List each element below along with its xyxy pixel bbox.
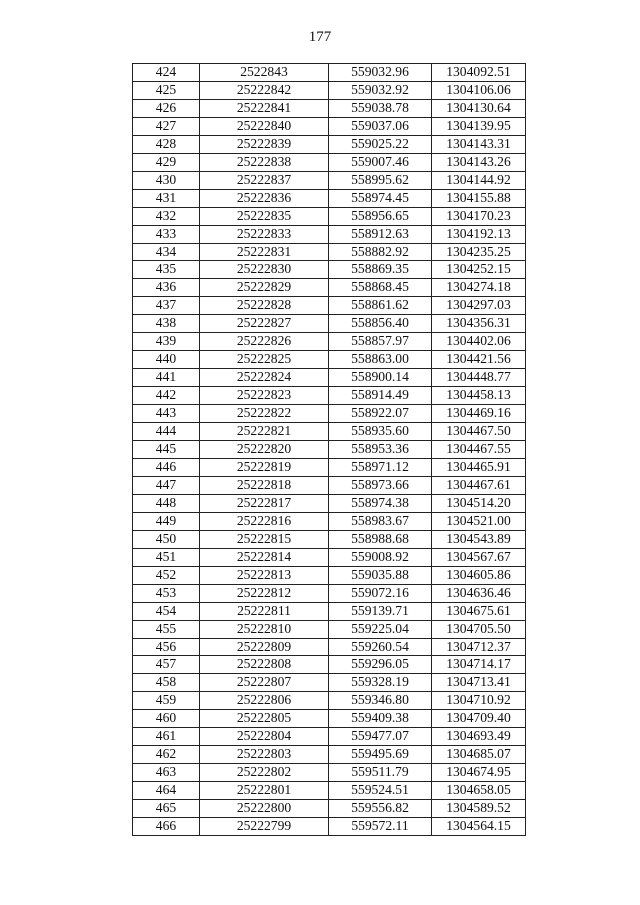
row-number-cell: 425 (133, 81, 200, 99)
x-coordinate-cell: 559511.79 (329, 764, 432, 782)
table-row (133, 261, 526, 279)
point-id-cell: 25222840 (200, 117, 329, 135)
x-coordinate-cell: 559038.78 (329, 99, 432, 117)
point-id-cell: 25222807 (200, 674, 329, 692)
row-number-cell: 433 (133, 225, 200, 243)
table-row (133, 81, 526, 99)
row-number-cell: 435 (133, 261, 200, 279)
y-coordinate-cell: 1304356.31 (432, 315, 526, 333)
point-id-cell: 25222824 (200, 369, 329, 387)
y-coordinate-cell: 1304274.18 (432, 279, 526, 297)
table-row (133, 387, 526, 405)
row-number-cell: 443 (133, 405, 200, 423)
point-id-cell: 25222811 (200, 602, 329, 620)
row-number-cell: 462 (133, 746, 200, 764)
x-coordinate-cell: 559007.46 (329, 153, 432, 171)
y-coordinate-cell: 1304170.23 (432, 207, 526, 225)
y-coordinate-cell: 1304235.25 (432, 243, 526, 261)
x-coordinate-cell: 559032.96 (329, 64, 432, 82)
coordinates-table-body (133, 64, 526, 836)
row-number-cell: 458 (133, 674, 200, 692)
row-number-cell: 461 (133, 728, 200, 746)
x-coordinate-cell: 558995.62 (329, 171, 432, 189)
table-row (133, 369, 526, 387)
table-row (133, 620, 526, 638)
row-number-cell: 446 (133, 458, 200, 476)
row-number-cell: 424 (133, 64, 200, 82)
table-row (133, 638, 526, 656)
x-coordinate-cell: 558971.12 (329, 458, 432, 476)
table-row (133, 728, 526, 746)
x-coordinate-cell: 559477.07 (329, 728, 432, 746)
table-row (133, 171, 526, 189)
x-coordinate-cell: 559260.54 (329, 638, 432, 656)
point-id-cell: 25222805 (200, 710, 329, 728)
row-number-cell: 452 (133, 566, 200, 584)
x-coordinate-cell: 559328.19 (329, 674, 432, 692)
x-coordinate-cell: 558935.60 (329, 423, 432, 441)
table-row (133, 64, 526, 82)
y-coordinate-cell: 1304605.86 (432, 566, 526, 584)
page-number: 177 (308, 29, 332, 45)
point-id-cell: 25222835 (200, 207, 329, 225)
point-id-cell: 25222829 (200, 279, 329, 297)
table-row (133, 800, 526, 818)
point-id-cell: 25222802 (200, 764, 329, 782)
y-coordinate-cell: 1304421.56 (432, 351, 526, 369)
table-row (133, 315, 526, 333)
x-coordinate-cell: 559346.80 (329, 692, 432, 710)
table-row (133, 548, 526, 566)
x-coordinate-cell: 558868.45 (329, 279, 432, 297)
table-row (133, 818, 526, 836)
row-number-cell: 441 (133, 369, 200, 387)
x-coordinate-cell: 558863.00 (329, 351, 432, 369)
point-id-cell: 25222842 (200, 81, 329, 99)
x-coordinate-cell: 558869.35 (329, 261, 432, 279)
table-row (133, 746, 526, 764)
table-row (133, 405, 526, 423)
table-row (133, 423, 526, 441)
y-coordinate-cell: 1304143.26 (432, 153, 526, 171)
x-coordinate-cell: 558983.67 (329, 512, 432, 530)
y-coordinate-cell: 1304589.52 (432, 800, 526, 818)
table-row (133, 782, 526, 800)
row-number-cell: 434 (133, 243, 200, 261)
row-number-cell: 438 (133, 315, 200, 333)
row-number-cell: 451 (133, 548, 200, 566)
row-number-cell: 448 (133, 494, 200, 512)
point-id-cell: 25222808 (200, 656, 329, 674)
y-coordinate-cell: 1304674.95 (432, 764, 526, 782)
row-number-cell: 445 (133, 441, 200, 459)
point-id-cell: 25222806 (200, 692, 329, 710)
point-id-cell: 25222825 (200, 351, 329, 369)
row-number-cell: 428 (133, 135, 200, 153)
x-coordinate-cell: 558953.36 (329, 441, 432, 459)
point-id-cell: 25222809 (200, 638, 329, 656)
row-number-cell: 427 (133, 117, 200, 135)
table-row (133, 458, 526, 476)
y-coordinate-cell: 1304710.92 (432, 692, 526, 710)
x-coordinate-cell: 559225.04 (329, 620, 432, 638)
row-number-cell: 442 (133, 387, 200, 405)
y-coordinate-cell: 1304658.05 (432, 782, 526, 800)
row-number-cell: 431 (133, 189, 200, 207)
point-id-cell: 25222841 (200, 99, 329, 117)
x-coordinate-cell: 559008.92 (329, 548, 432, 566)
x-coordinate-cell: 558974.38 (329, 494, 432, 512)
y-coordinate-cell: 1304685.07 (432, 746, 526, 764)
y-coordinate-cell: 1304458.13 (432, 387, 526, 405)
point-id-cell: 25222831 (200, 243, 329, 261)
row-number-cell: 439 (133, 333, 200, 351)
point-id-cell: 25222803 (200, 746, 329, 764)
row-number-cell: 450 (133, 530, 200, 548)
x-coordinate-cell: 559037.06 (329, 117, 432, 135)
table-row (133, 153, 526, 171)
point-id-cell: 25222799 (200, 818, 329, 836)
y-coordinate-cell: 1304252.15 (432, 261, 526, 279)
point-id-cell: 2522843 (200, 64, 329, 82)
point-id-cell: 25222828 (200, 297, 329, 315)
point-id-cell: 25222826 (200, 333, 329, 351)
x-coordinate-cell: 559556.82 (329, 800, 432, 818)
row-number-cell: 456 (133, 638, 200, 656)
y-coordinate-cell: 1304144.92 (432, 171, 526, 189)
point-id-cell: 25222837 (200, 171, 329, 189)
y-coordinate-cell: 1304521.00 (432, 512, 526, 530)
y-coordinate-cell: 1304567.67 (432, 548, 526, 566)
table-row (133, 692, 526, 710)
y-coordinate-cell: 1304297.03 (432, 297, 526, 315)
point-id-cell: 25222813 (200, 566, 329, 584)
point-id-cell: 25222801 (200, 782, 329, 800)
table-row (133, 710, 526, 728)
row-number-cell: 429 (133, 153, 200, 171)
y-coordinate-cell: 1304514.20 (432, 494, 526, 512)
point-id-cell: 25222823 (200, 387, 329, 405)
row-number-cell: 465 (133, 800, 200, 818)
y-coordinate-cell: 1304448.77 (432, 369, 526, 387)
x-coordinate-cell: 558914.49 (329, 387, 432, 405)
table-row (133, 512, 526, 530)
y-coordinate-cell: 1304192.13 (432, 225, 526, 243)
row-number-cell: 455 (133, 620, 200, 638)
row-number-cell: 436 (133, 279, 200, 297)
table-row (133, 566, 526, 584)
y-coordinate-cell: 1304693.49 (432, 728, 526, 746)
row-number-cell: 430 (133, 171, 200, 189)
point-id-cell: 25222816 (200, 512, 329, 530)
point-id-cell: 25222817 (200, 494, 329, 512)
x-coordinate-cell: 559524.51 (329, 782, 432, 800)
row-number-cell: 437 (133, 297, 200, 315)
x-coordinate-cell: 558857.97 (329, 333, 432, 351)
point-id-cell: 25222838 (200, 153, 329, 171)
row-number-cell: 460 (133, 710, 200, 728)
row-number-cell: 447 (133, 476, 200, 494)
row-number-cell: 464 (133, 782, 200, 800)
table-row (133, 243, 526, 261)
point-id-cell: 25222815 (200, 530, 329, 548)
y-coordinate-cell: 1304709.40 (432, 710, 526, 728)
y-coordinate-cell: 1304543.89 (432, 530, 526, 548)
point-id-cell: 25222839 (200, 135, 329, 153)
table-row (133, 189, 526, 207)
y-coordinate-cell: 1304402.06 (432, 333, 526, 351)
x-coordinate-cell: 559035.88 (329, 566, 432, 584)
point-id-cell: 25222814 (200, 548, 329, 566)
row-number-cell: 449 (133, 512, 200, 530)
point-id-cell: 25222819 (200, 458, 329, 476)
y-coordinate-cell: 1304675.61 (432, 602, 526, 620)
point-id-cell: 25222830 (200, 261, 329, 279)
table-row (133, 656, 526, 674)
point-id-cell: 25222818 (200, 476, 329, 494)
y-coordinate-cell: 1304636.46 (432, 584, 526, 602)
y-coordinate-cell: 1304465.91 (432, 458, 526, 476)
table-row (133, 441, 526, 459)
x-coordinate-cell: 559032.92 (329, 81, 432, 99)
coordinates-table (132, 63, 526, 836)
x-coordinate-cell: 559495.69 (329, 746, 432, 764)
table-row (133, 99, 526, 117)
row-number-cell: 444 (133, 423, 200, 441)
row-number-cell: 432 (133, 207, 200, 225)
point-id-cell: 25222810 (200, 620, 329, 638)
y-coordinate-cell: 1304712.37 (432, 638, 526, 656)
y-coordinate-cell: 1304714.17 (432, 656, 526, 674)
table-row (133, 297, 526, 315)
point-id-cell: 25222820 (200, 441, 329, 459)
table-row (133, 476, 526, 494)
table-row (133, 135, 526, 153)
x-coordinate-cell: 559409.38 (329, 710, 432, 728)
row-number-cell: 453 (133, 584, 200, 602)
x-coordinate-cell: 558912.63 (329, 225, 432, 243)
table-row (133, 333, 526, 351)
x-coordinate-cell: 558861.62 (329, 297, 432, 315)
x-coordinate-cell: 558956.65 (329, 207, 432, 225)
row-number-cell: 426 (133, 99, 200, 117)
table-row (133, 351, 526, 369)
y-coordinate-cell: 1304139.95 (432, 117, 526, 135)
row-number-cell: 459 (133, 692, 200, 710)
y-coordinate-cell: 1304705.50 (432, 620, 526, 638)
y-coordinate-cell: 1304130.64 (432, 99, 526, 117)
table-row (133, 225, 526, 243)
point-id-cell: 25222833 (200, 225, 329, 243)
y-coordinate-cell: 1304106.06 (432, 81, 526, 99)
x-coordinate-cell: 558856.40 (329, 315, 432, 333)
table-row (133, 602, 526, 620)
x-coordinate-cell: 559572.11 (329, 818, 432, 836)
table-row (133, 674, 526, 692)
row-number-cell: 440 (133, 351, 200, 369)
table-row (133, 117, 526, 135)
point-id-cell: 25222812 (200, 584, 329, 602)
row-number-cell: 454 (133, 602, 200, 620)
row-number-cell: 466 (133, 818, 200, 836)
table-row (133, 764, 526, 782)
table-row (133, 279, 526, 297)
x-coordinate-cell: 558973.66 (329, 476, 432, 494)
x-coordinate-cell: 559025.22 (329, 135, 432, 153)
y-coordinate-cell: 1304469.16 (432, 405, 526, 423)
y-coordinate-cell: 1304564.15 (432, 818, 526, 836)
y-coordinate-cell: 1304467.55 (432, 441, 526, 459)
point-id-cell: 25222800 (200, 800, 329, 818)
x-coordinate-cell: 558988.68 (329, 530, 432, 548)
y-coordinate-cell: 1304143.31 (432, 135, 526, 153)
point-id-cell: 25222822 (200, 405, 329, 423)
y-coordinate-cell: 1304467.61 (432, 476, 526, 494)
x-coordinate-cell: 559072.16 (329, 584, 432, 602)
point-id-cell: 25222804 (200, 728, 329, 746)
y-coordinate-cell: 1304092.51 (432, 64, 526, 82)
x-coordinate-cell: 559296.05 (329, 656, 432, 674)
row-number-cell: 457 (133, 656, 200, 674)
y-coordinate-cell: 1304467.50 (432, 423, 526, 441)
x-coordinate-cell: 558900.14 (329, 369, 432, 387)
point-id-cell: 25222836 (200, 189, 329, 207)
row-number-cell: 463 (133, 764, 200, 782)
x-coordinate-cell: 558974.45 (329, 189, 432, 207)
table-row (133, 530, 526, 548)
table-row (133, 494, 526, 512)
table-row (133, 207, 526, 225)
x-coordinate-cell: 558882.92 (329, 243, 432, 261)
table-row (133, 584, 526, 602)
x-coordinate-cell: 558922.07 (329, 405, 432, 423)
y-coordinate-cell: 1304713.41 (432, 674, 526, 692)
x-coordinate-cell: 559139.71 (329, 602, 432, 620)
point-id-cell: 25222827 (200, 315, 329, 333)
y-coordinate-cell: 1304155.88 (432, 189, 526, 207)
point-id-cell: 25222821 (200, 423, 329, 441)
